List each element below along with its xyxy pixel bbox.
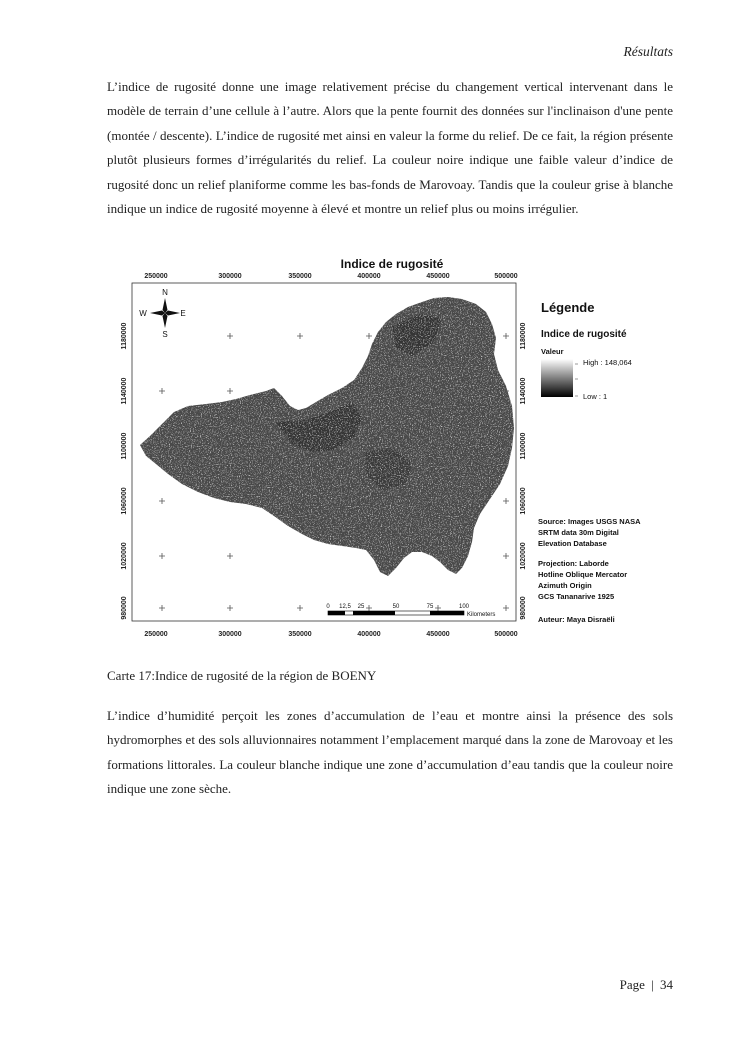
paragraph-humidite: L’indice d’humidité perçoit les zones d’accumulation de l’eau et montre ainsi la présence des sols hydromorphes et des sols alluvionnaires notamment l’emplacement marqué dans la zone de Marovoay et les formations littorales. La couleur blanche indique une zone d’accumulation d’eau tandis que la couleur noire indique une zone sèche. xyxy=(107,708,673,797)
x-tick-bottom: 450000 xyxy=(426,631,450,638)
compass-w: W xyxy=(139,309,147,318)
map-title: Indice de rugosité xyxy=(340,257,444,271)
x-tick-bottom: 400000 xyxy=(357,631,381,638)
y-tick-left: 1060000 xyxy=(121,487,128,515)
source-line: Elevation Database xyxy=(538,539,607,548)
legend-high: High : 148,064 xyxy=(583,358,632,367)
y-tick-right: 1020000 xyxy=(520,542,527,570)
x-tick-bottom: 250000 xyxy=(144,631,168,638)
page-number: 34 xyxy=(660,977,673,992)
compass-e: E xyxy=(180,309,186,318)
scale-label: 25 xyxy=(357,604,365,610)
paragraph-rugosite: L’indice de rugosité donne une image relativement précise du changement vertical intervenant dans le modèle de terrain d’une cellule à l’autre. Alors que la pente fournit des données sur l'inclinaison d'une pente (montée / descente). L’indice de rugosité met ainsi en valeur la forme du relief. De ce fait, la région présente plutôt plusieurs formes d’irrégularités du relief. La couleur noire indique une faible valeur d’indice de rugosité donc un relief planiforme comme les bas-fonds de Marovoay. Tandis que la couleur grise à blanche indique un indice de rugosité moyenne à élevé et montre un relief plus ou moins irrégulier. xyxy=(107,79,673,217)
y-tick-left: 1100000 xyxy=(121,432,128,460)
y-tick-left: 1020000 xyxy=(121,542,128,570)
scale-unit: Kilometers xyxy=(467,612,496,618)
page-label: Page xyxy=(619,977,645,992)
y-tick-left: 980000 xyxy=(121,596,128,620)
x-tick-bottom: 350000 xyxy=(288,631,312,638)
rugosity-map xyxy=(116,252,672,642)
legend-gradient xyxy=(541,359,573,397)
projection-line: GCS Tananarive 1925 xyxy=(538,592,615,601)
x-tick-top: 450000 xyxy=(426,273,450,280)
y-tick-right: 980000 xyxy=(520,596,527,620)
scale-label: 12,5 xyxy=(339,604,351,610)
x-tick-bottom: 500000 xyxy=(494,631,518,638)
x-tick-top: 350000 xyxy=(288,273,312,280)
legend-subtitle: Indice de rugosité xyxy=(541,329,627,340)
projection-line: Azimuth Origin xyxy=(538,581,592,590)
x-tick-top: 400000 xyxy=(357,273,381,280)
projection-line: Hotline Oblique Mercator xyxy=(538,570,628,579)
source-line: Source: Images USGS NASA xyxy=(538,517,641,526)
x-tick-top: 500000 xyxy=(494,273,518,280)
x-tick-top: 300000 xyxy=(218,273,242,280)
author-credit: Auteur: Maya Disraëli xyxy=(538,615,615,624)
y-tick-right: 1060000 xyxy=(520,487,527,515)
compass-n: N xyxy=(162,288,168,297)
scale-label: 75 xyxy=(426,604,434,610)
page-header-title: Résultats xyxy=(623,44,673,59)
source-line: SRTM data 30m Digital xyxy=(538,528,619,537)
y-tick-right: 1140000 xyxy=(520,377,527,405)
legend-low: Low : 1 xyxy=(583,392,608,401)
x-tick-top: 250000 xyxy=(144,273,168,280)
projection-line: Projection: Laborde xyxy=(538,559,609,568)
x-tick-bottom: 300000 xyxy=(218,631,242,638)
y-tick-right: 1100000 xyxy=(520,432,527,460)
compass-s: S xyxy=(162,330,168,339)
legend-title: Légende xyxy=(541,300,595,315)
page-footer xyxy=(620,977,673,993)
y-tick-right: 1180000 xyxy=(520,322,527,350)
y-tick-left: 1180000 xyxy=(121,322,128,350)
page-separator: | xyxy=(651,977,654,992)
map-caption: Carte 17:Indice de rugosité de la région de BOENY xyxy=(107,668,377,683)
scale-label: 0 xyxy=(326,604,330,610)
scale-label: 50 xyxy=(392,604,400,610)
y-tick-left: 1140000 xyxy=(121,377,128,405)
scale-label: 100 xyxy=(458,604,470,610)
legend-value-label: Valeur xyxy=(541,347,564,356)
